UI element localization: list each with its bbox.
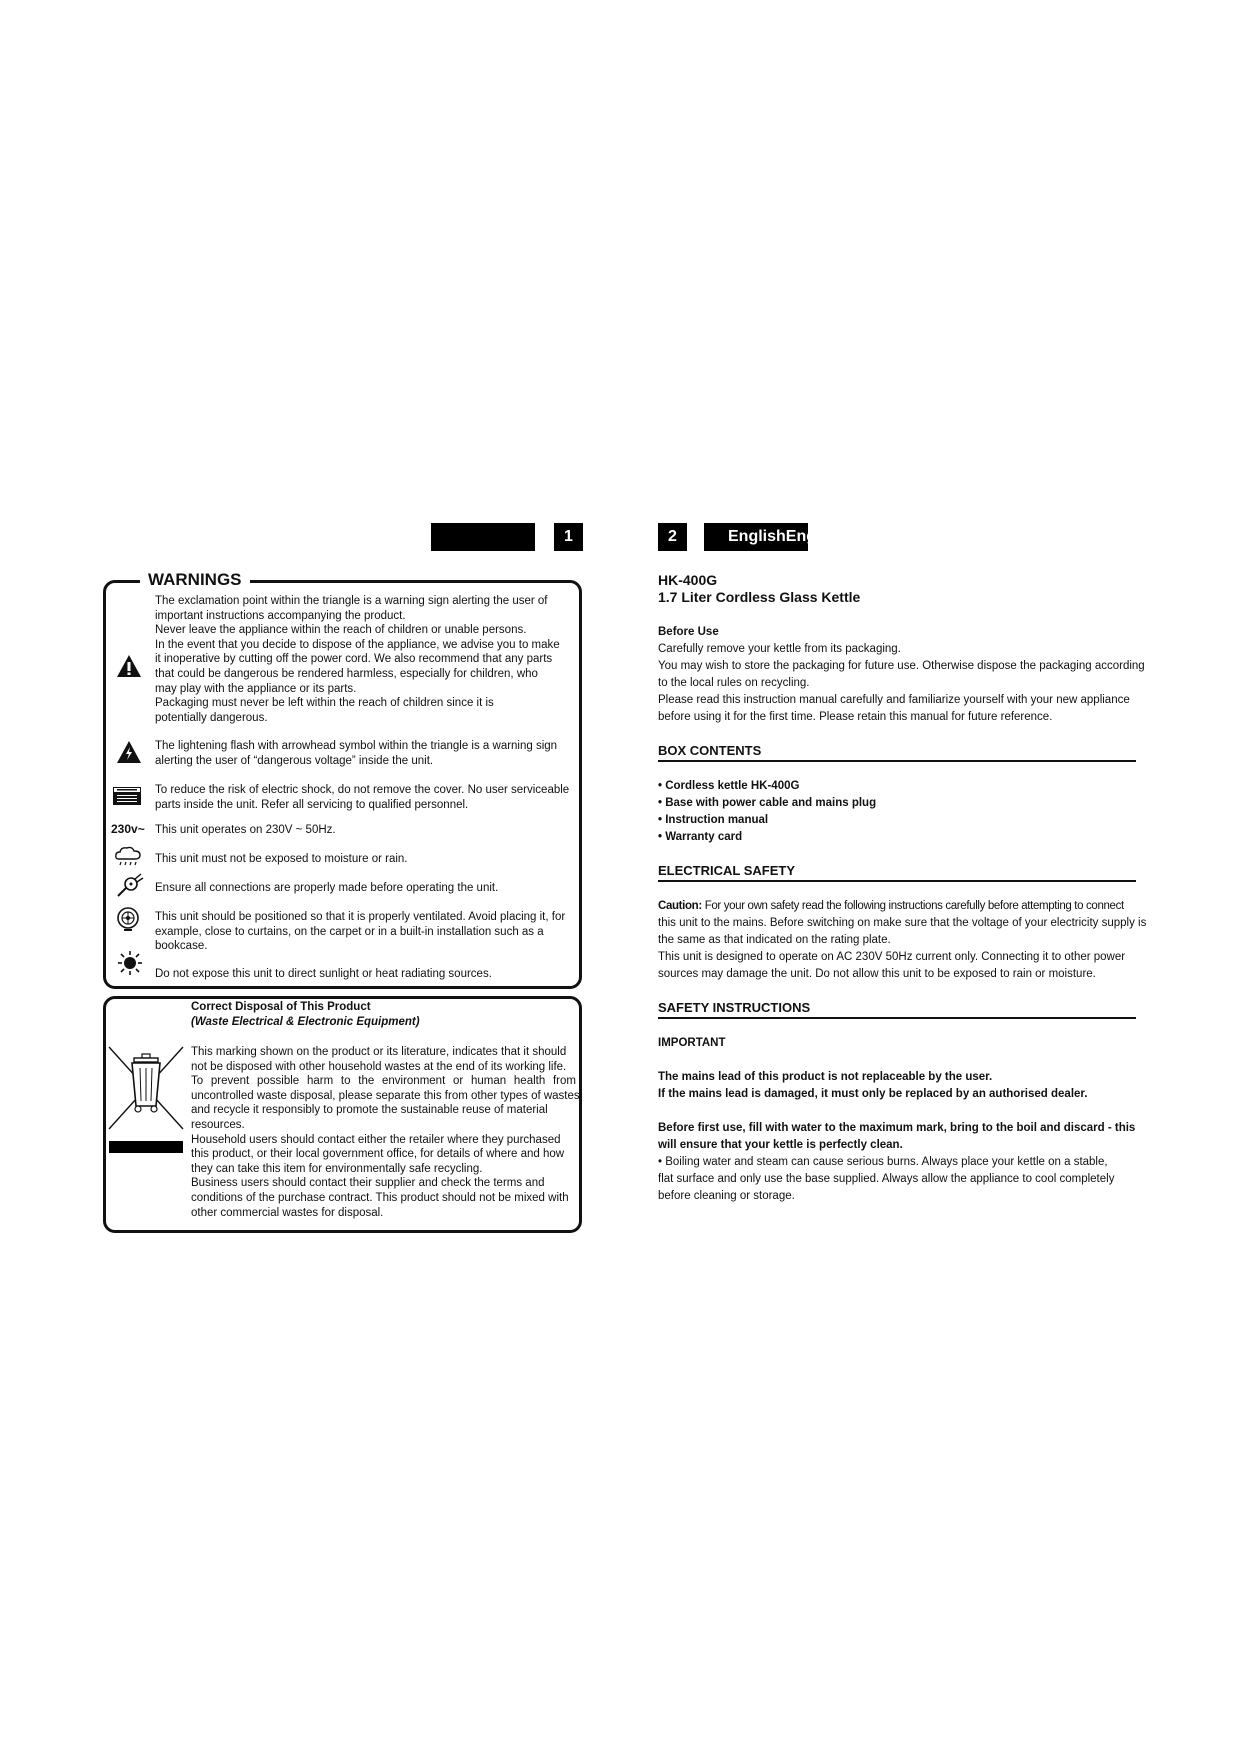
warning-text-voltage: The lightening flash with arrowhead symbol within the triangle is a warning sign alerting the user of “dangerous voltage” inside the unit. xyxy=(155,740,558,767)
before-use-title: Before Use xyxy=(658,626,719,638)
list-item: • Warranty card xyxy=(658,831,743,843)
product-name: 1.7 Liter Cordless Glass Kettle xyxy=(658,589,861,605)
warning-text-sunlight: Do not expose this unit to direct sunlight or heat radiating sources. xyxy=(155,968,492,980)
electrical-safety-body: Caution: For your own safety read the following instructions carefully before attempting to connect this unit to the mains. Before switching on make sure that the voltage of your electricity supply is the same as that indicated on the rating plate. This unit is designed to operate on AC 230V 50Hz current only. Connecting it to other power sources may damage the unit. Do not allow this unit to be exposed to rain or moisture. xyxy=(658,900,1147,980)
disposal-subtitle: (Waste Electrical & Electronic Equipment) xyxy=(191,1016,420,1028)
voltage-icon: 230v~ xyxy=(111,822,145,836)
language-label: EnglishEnglish xyxy=(704,523,808,551)
disposal-title: Correct Disposal of This Product xyxy=(191,1001,371,1013)
warning-text-moisture: This unit must not be exposed to moisture or rain. xyxy=(155,853,408,865)
list-item: • Instruction manual xyxy=(658,814,769,826)
caution-label-icon xyxy=(113,787,141,805)
safety-mains-lead: The mains lead of this product is not replaceable by the user. If the mains lead is damaged, it must only be replaced by an authorised dealer. xyxy=(658,1071,1088,1100)
plug-connection-icon xyxy=(115,873,145,899)
list-item: • Base with power cable and mains plug xyxy=(658,797,877,809)
rain-cloud-icon xyxy=(113,845,143,869)
ventilation-fan-icon xyxy=(116,906,140,934)
warning-text-connections: Ensure all connections are properly made before operating the unit. xyxy=(155,882,499,894)
warnings-title: WARNINGS xyxy=(140,570,250,590)
warning-text-ventilation: This unit should be positioned so that it is properly ventilated. Avoid placing it, for example, close to curtains, on the carpet or in a built-in installation such as a bookcase. xyxy=(155,911,566,953)
safety-important-label: IMPORTANT xyxy=(658,1037,726,1049)
safety-first-use: Before first use, fill with water to the maximum mark, bring to the boil and discard - this will ensure that your kettle is perfectly clean. • Boiling water and steam can cause serious burns. Always place your kettle on a stable, flat surface and only use the base supplied. Always allow the appliance to cool completely before cleaning or storage. xyxy=(658,1122,1136,1202)
warning-text-general: The exclamation point within the triangle is a warning sign alerting the user of important instructions accompanying the product. Never leave the appliance within the reach of children or unable persons. In the event that you decide to dispose of the appliance, we advise you to make it inoperative by cutting off the power cord. We also recommend that any parts that could be dangerous be rendered harmless, especially for children, who may play with the appliance or its parts. Packaging must never be left within the reach of children since it is potentially dangerous. xyxy=(155,595,560,724)
box-contents-title: BOX CONTENTS xyxy=(658,742,1136,762)
safety-instructions-title: SAFETY INSTRUCTIONS xyxy=(658,999,1136,1019)
crossed-bin-icon xyxy=(108,1046,184,1130)
sunlight-icon xyxy=(118,951,142,975)
weee-black-bar xyxy=(109,1141,183,1153)
warning-text-cover: To reduce the risk of electric shock, do not remove the cover. No user serviceable parts inside the unit. Refer all servicing to qualified personnel. xyxy=(155,784,570,811)
disposal-body: This marking shown on the product or its literature, indicates that it should not be disposed with other household wastes at the end of its working life. To prevent possible harm to the environment or human health from uncontrolled waste disposal, please separate this from other types of wastes and recycle it responsibly to promote the sustainable reuse of material resources. Household users should contact either the retailer where they purchased this product, or their local government office, for details of where and how they can take this item for environmentally safe recycling. Business users should contact their supplier and check the terms and conditions of the purchase contract. This product should not be mixed with other commercial wastes for disposal. xyxy=(191,1046,580,1219)
list-item: • Cordless kettle HK-400G xyxy=(658,780,800,792)
box-contents-list xyxy=(658,778,1168,846)
page-number-left: 1 xyxy=(554,523,583,551)
before-use-body: Carefully remove your kettle from its packaging. You may wish to store the packaging for future use. Otherwise dispose the packaging according to the local rules on recycling. Please read this instruction manual carefully and familiarize yourself with your new appliance before using it for the first time. Please retain this manual for future reference. xyxy=(658,643,1145,723)
header-black-bar-left xyxy=(431,523,535,551)
lightning-triangle-icon xyxy=(116,740,142,764)
warning-text-operates: This unit operates on 230V ~ 50Hz. xyxy=(155,824,336,836)
page-number-right: 2 xyxy=(658,523,687,551)
exclamation-triangle-icon xyxy=(116,654,142,678)
product-model: HK-400G xyxy=(658,572,718,588)
electrical-safety-title: ELECTRICAL SAFETY xyxy=(658,862,1136,882)
